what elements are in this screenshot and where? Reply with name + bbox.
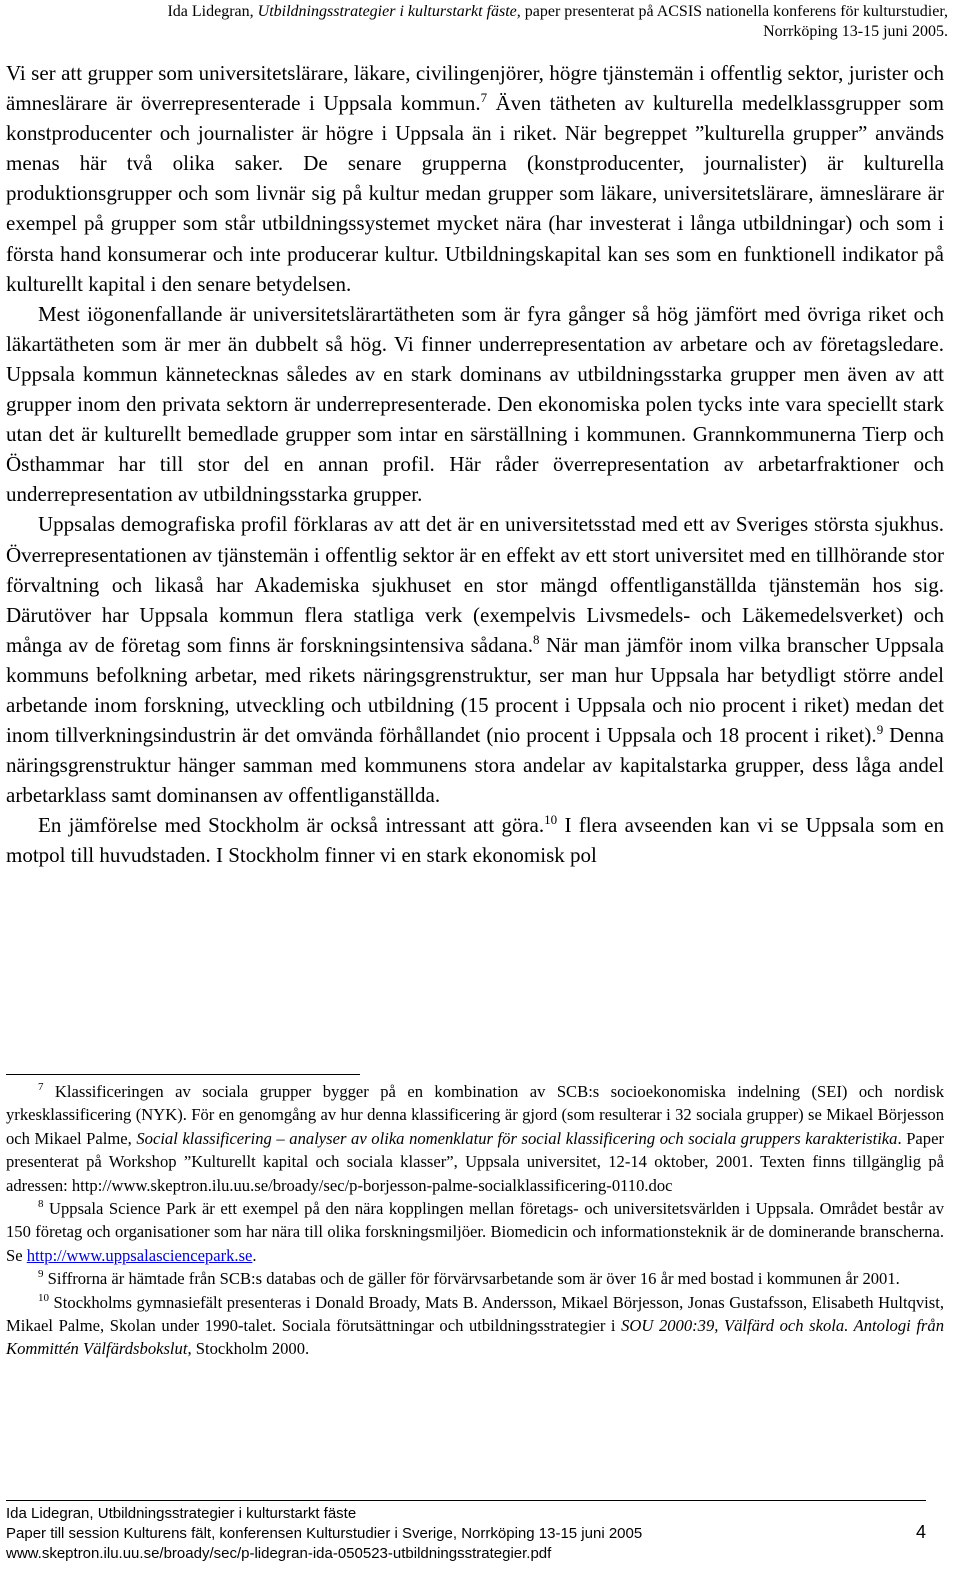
footnote-8: $^8$ Uppsala Science Park är ett exempel på den nära kopplingen mellan företags- och universitetsvärlden i Uppsala. Området består av 150 företag och organisationer som har nära till olika forskningsmiljöer. Biomedicin och informationsteknik är de dominerande branscherna. Se http://www.uppsalasciencepark.se.	[6, 1198, 944, 1265]
footnote-ref-7[interactable]: 7	[480, 90, 488, 106]
footnote-ref-10[interactable]: 10	[544, 812, 558, 828]
footnote-separator	[6, 1074, 360, 1075]
footnote-9: $^9$ Siffrorna är hämtade från SCB:s databas och de gäller för förvärvsarbetande som är över 16 år med bostad i kommunen år 2001.	[38, 1268, 900, 1289]
header-venue: paper presenterat på ACSIS nationella konferens för kulturstudier,	[520, 3, 948, 20]
footer-separator	[6, 1500, 926, 1501]
footer-line-1: Ida Lidegran, Utbildningsstrategier i kulturstarkt fäste	[6, 1505, 357, 1522]
footer-line-3: www.skeptron.ilu.uu.se/broady/sec/p-lidegran-ida-050523-utbildningsstrategier.pdf	[6, 1544, 552, 1562]
running-header	[8, 2, 948, 42]
page-number: 4	[916, 1522, 927, 1542]
running-header-line-1	[8, 2, 948, 22]
header-title: Utbildningsstrategier i kulturstarkt fäste,	[257, 3, 521, 20]
footnote-number: 10	[38, 1291, 49, 1304]
footnote-number: 8	[38, 1198, 44, 1211]
footnote-ref-8[interactable]: 8	[533, 631, 540, 647]
footnote-10: $^{10}$ Stockholms gymnasiefält presenteras i Donald Broady, Mats B. Andersson, Mikael Börjesson, Jonas Gustafsson, Elisabeth Hultqvist, Mikael Palme, Skolan under 1990-talet. Sociala förutsättningar och utbildningsstrategier i SOU 2000:39, Välfärd och skola. Antologi från Kommittén Välfärdsbokslut, Stockholm 2000.	[6, 1291, 944, 1359]
paragraph-4: En jämförelse med Stockholm är också intressant att göra.$^{10}$ I flera avseenden kan vi se Uppsala som en motpol till huvudstaden. I Stockholm finner vi en stark ekonomisk pol	[6, 812, 944, 868]
paragraph-3: Uppsalas demografiska profil förklaras av att det är en universitetsstad med ett av Sveriges största sjukhus. Överrepresentationen av tjänstemän i offentlig sektor är en effekt av ett stort universitet med en tillhörande stor förvaltning och likaså har Akademiska sjukhuset en stor mängd offentliganställda tjänstemän hos sig. Därutöver har Uppsala kommun flera statliga verk (exempelvis Livsmedels- och Läkemedelsverket) och många av de företag som finns är forskningsintensiva sådana.$^8$ När man jämför inom vilka branscher Uppsala kommuns befolkning arbetar, med rikets näringsgrenstruktur, ser man hur Uppsala har betydligt större andel arbetande inom forskning, utveckling och utbildning (15 procent i Uppsala och nio procent i riket) medan det inom tillverkningsindustrin är det omvända förhållandet (nio procent i Uppsala och 18 procent i riket).$^9$ Denna näringsgrenstruktur hänger samman med kommunens stora andelar av kapitalstarka grupper, dess låga andel arbetarklass samt dominansen av offentliganställda.	[6, 512, 944, 808]
footnote-number: 7	[38, 1081, 44, 1093]
paragraph-2: Mest iögonenfallande är universitetslärartätheten som är fyra gånger så hög jämfört med övriga riket och läkartätheten som är mer än dubbelt så hög. Vi finner underrepresentation av arbetare och av företagsledare. Uppsala kommun kännetecknas således av en stark dominans av utbildningsstarka grupper men även av att grupper inom den privata sektorn är underrepresenterade. Den ekonomiska polen tycks inte vara speciellt stark utan det är kulturellt bemedlade grupper som intar en särställning i kommunen. Grannkommunerna Tierp och Östhammar har till stor del en annan profil. Här råder överrepresentation av arbetarfraktioner och underrepresentation av utbildningsstarka grupper.	[6, 301, 944, 507]
page-footer	[6, 1504, 886, 1563]
paragraph-1: Vi ser att grupper som universitetslärare, läkare, civilingenjörer, högre tjänstemän i offentlig sektor, jurister och ämneslärare är överrepresenterade i Uppsala kommun.$^7$ Även tätheten av kulturella medelklassgrupper som konstproducenter och journalister är högre i Uppsala än i riket. När begreppet ”kulturella grupper” används menas här två olika saker. De senare grupperna (konstproducenter, journalister) är kulturella produktionsgrupper och som livnär sig på kultur medan grupper som läkare, universitetslärare, ämneslärare är exempel på grupper som står utbildningssystemet mycket nära (har investerat i långa utbildningar) och som i första hand konsumerar och inte producerar kultur. Utbildningskapital kan ses som en funktionell indikator på kulturellt kapital i den senare betydelsen.	[6, 61, 944, 296]
uppsala-science-park-link[interactable]: http://www.uppsalasciencepark.se	[26, 1245, 253, 1265]
body-text	[6, 58, 944, 871]
header-author: Ida Lidegran,	[167, 3, 258, 20]
running-header-line-2: Norrköping 13-15 juni 2005.	[763, 23, 948, 40]
footnotes	[6, 1080, 944, 1361]
footer-line-2: Paper till session Kulturens fält, konferensen Kulturstudier i Sverige, Norrköping 13-15 juni 2005	[6, 1524, 643, 1542]
footnote-ref-9[interactable]: 9	[876, 722, 884, 738]
footnote-number: 9	[38, 1268, 44, 1281]
footnote-7: $^7$ Klassificeringen av sociala grupper bygger på en kombination av SCB:s socioekonomiska indelning (SEI) och nordisk yrkesklassificering (NYK). För en genomgång av hur denna klassificering är gjord (som resulterar i 32 sociala grupper) se Mikael Börjesson och Mikael Palme, Social klassificering – analyser av olika nomenklatur för social klassificering och sociala gruppers karakteristika. Paper presenterat på Workshop ”Kulturellt kapital och sociala klasser”, Uppsala universitet, 12-14 oktober, 2001. Texten finns tillgänglig på adressen: http://www.skeptron.ilu.uu.se/broady/sec/p-borjesson-palme-socialklassificering-0110.doc	[6, 1081, 944, 1195]
